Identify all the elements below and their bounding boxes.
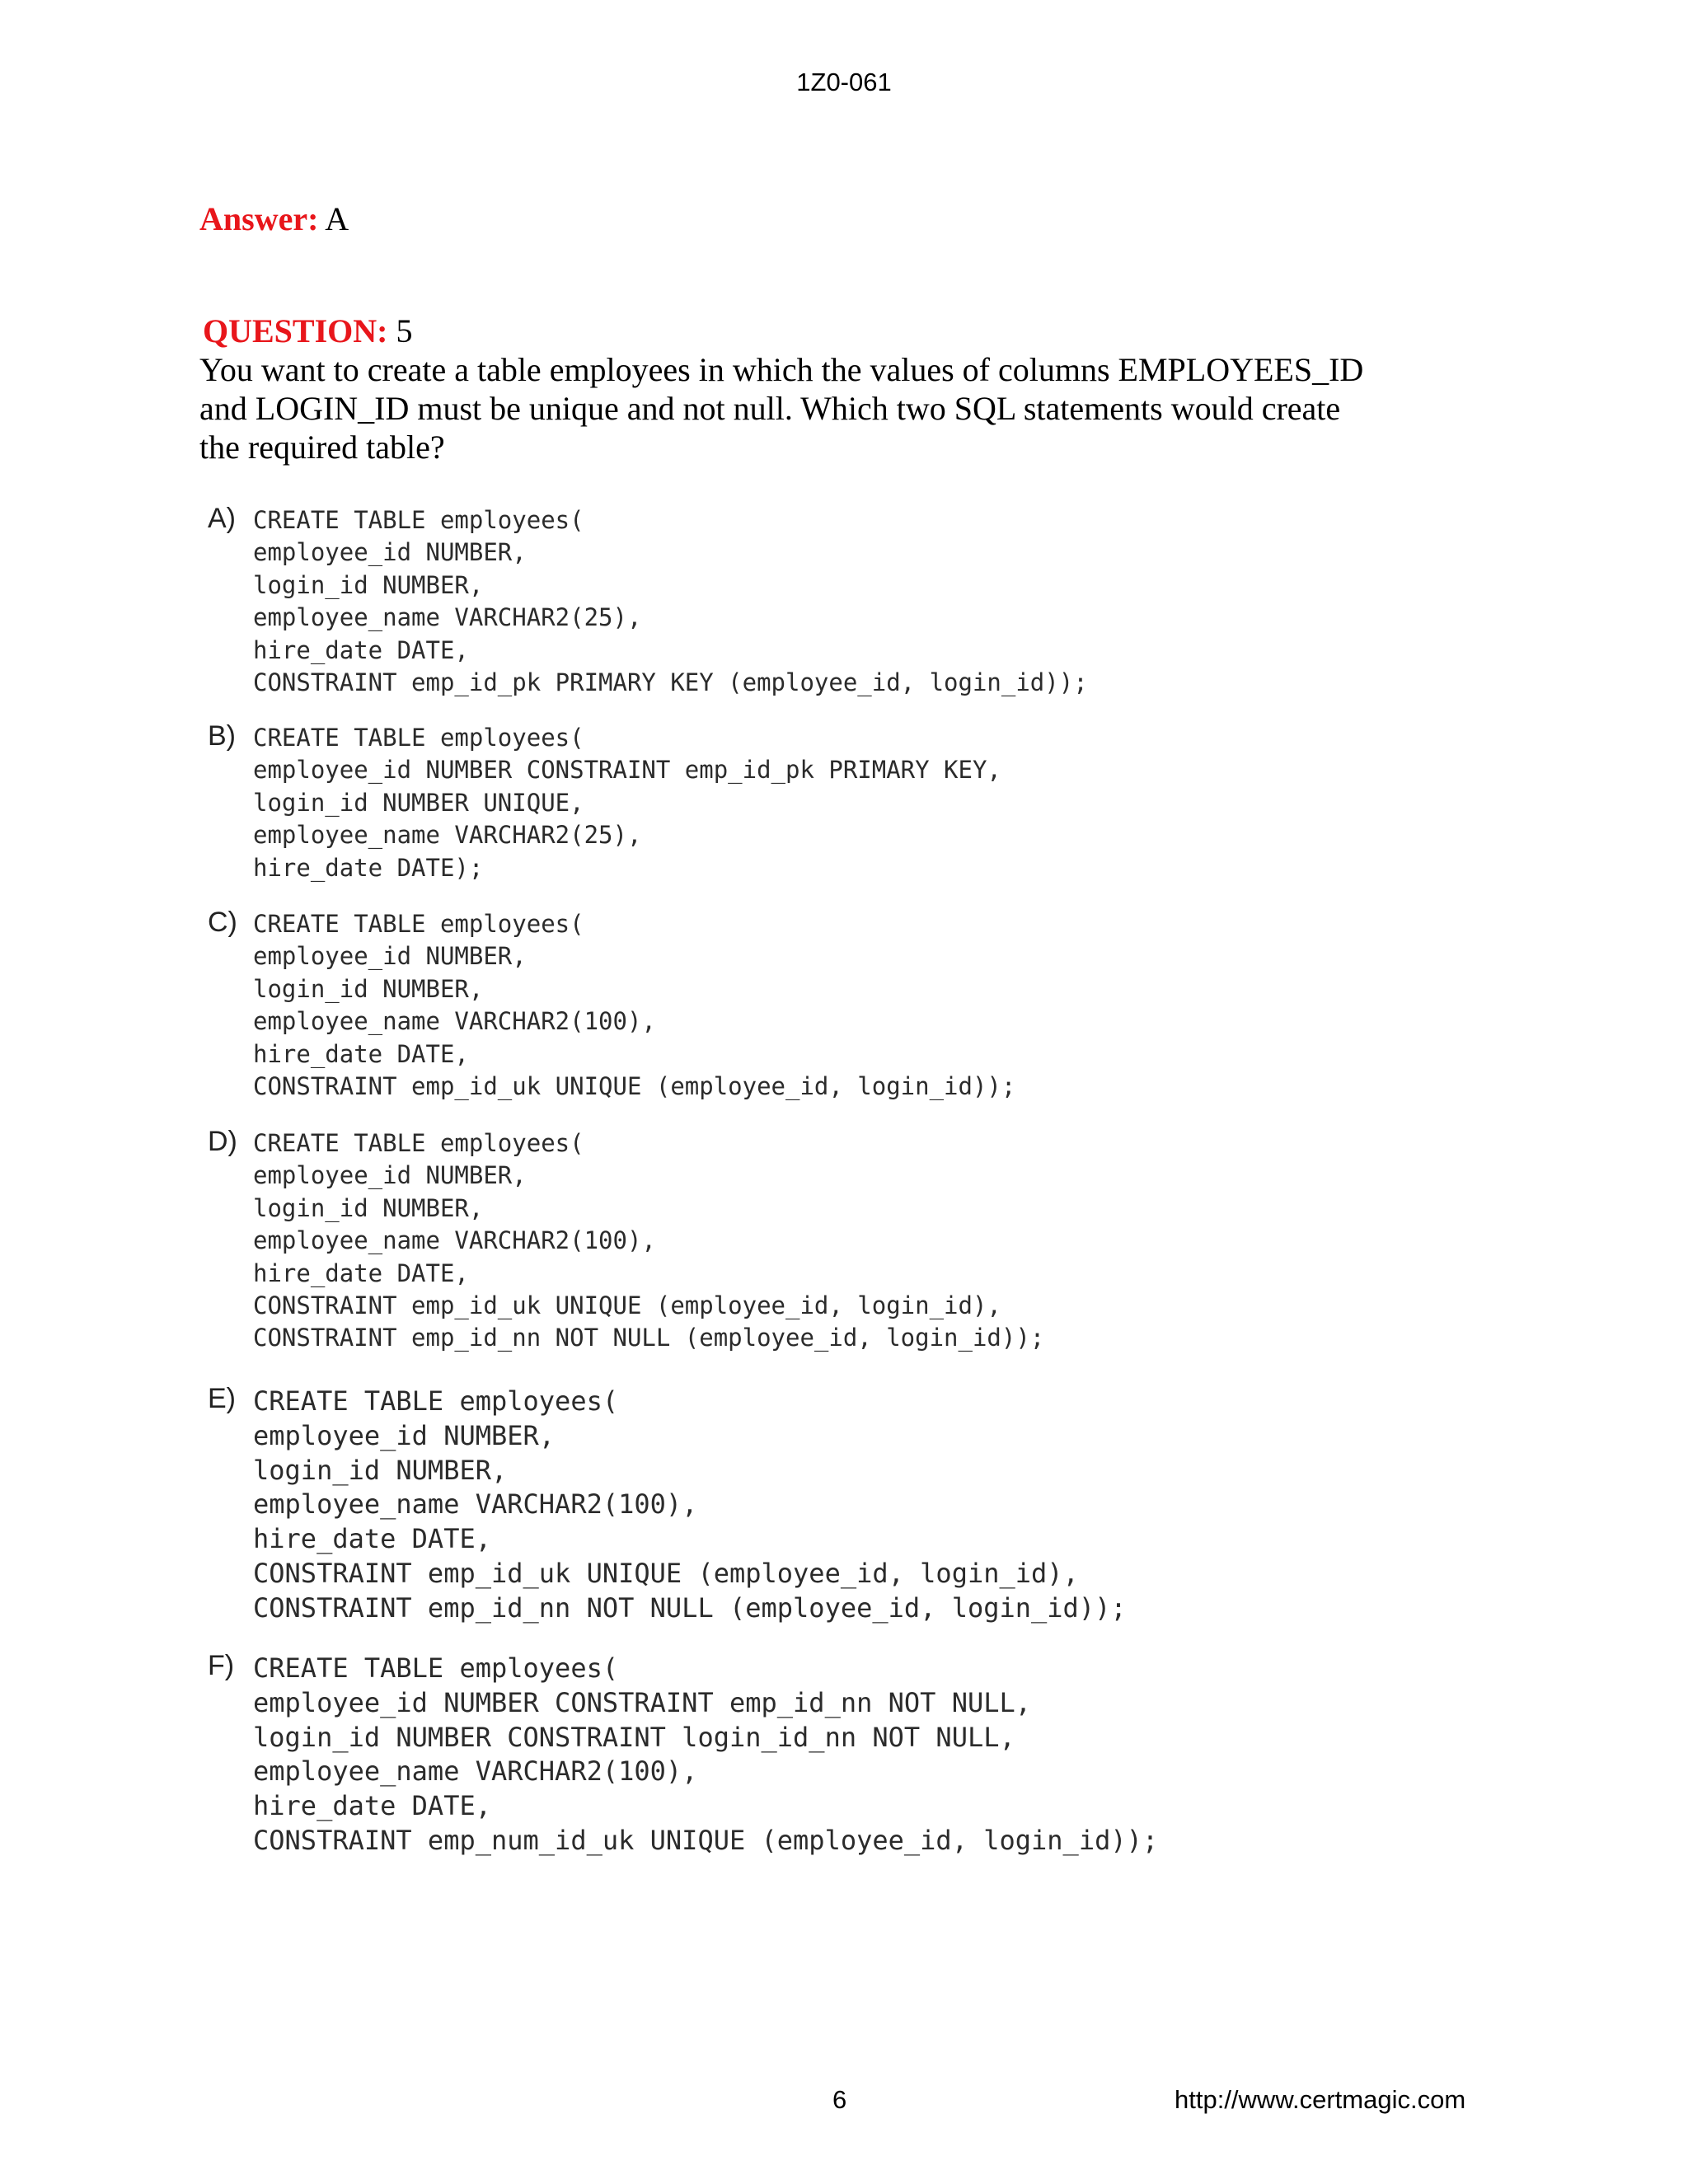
code-line: CREATE TABLE employees( — [253, 910, 584, 938]
option-code-block — [253, 504, 1088, 699]
code-line: CREATE TABLE employees( — [253, 1129, 584, 1157]
question-line: You want to create a table employees in which the values of columns EMPLOYEES_ID — [199, 351, 1364, 388]
option-letter: C) — [208, 907, 237, 938]
answer-label: Answer: — [199, 200, 319, 237]
code-line: login_id NUMBER, — [253, 1193, 484, 1222]
answer-line — [199, 199, 349, 238]
option-letter: B) — [208, 720, 236, 752]
code-line: employee_name VARCHAR2(100), — [253, 1488, 698, 1521]
question-heading — [203, 312, 413, 350]
option-code-block — [253, 1652, 1158, 1858]
code-line: hire_date DATE, — [253, 635, 469, 664]
option-letter: E) — [208, 1383, 236, 1414]
page-header-title: 1Z0-061 — [796, 68, 892, 96]
code-line: hire_date DATE, — [253, 1523, 491, 1555]
code-line: CONSTRAINT emp_id_nn NOT NULL (employee_id, login_id)); — [253, 1591, 1127, 1624]
code-line: hire_date DATE, — [253, 1790, 491, 1822]
code-line: CREATE TABLE employees( — [253, 1385, 619, 1417]
code-line: CREATE TABLE employees( — [253, 724, 584, 752]
code-line: CONSTRAINT emp_num_id_uk UNIQUE (employee_id, login_id)); — [253, 1824, 1159, 1856]
code-line: employee_id NUMBER, — [253, 1161, 527, 1190]
footer-url-link[interactable]: http://www.certmagic.com — [1175, 2085, 1466, 2114]
option-letter: A) — [208, 503, 236, 534]
code-line: employee_name VARCHAR2(100), — [253, 1007, 656, 1036]
code-line: employee_name VARCHAR2(100), — [253, 1226, 656, 1255]
question-number: 5 — [396, 312, 413, 349]
code-line: login_id NUMBER UNIQUE, — [253, 788, 584, 817]
answer-value: A — [325, 200, 349, 237]
option-code-block — [253, 1385, 1127, 1626]
code-line: CREATE TABLE employees( — [253, 506, 584, 534]
code-line: CONSTRAINT emp_id_uk UNIQUE (employee_id, login_id), — [253, 1557, 1079, 1589]
code-line: CONSTRAINT emp_id_uk UNIQUE (employee_id, login_id)); — [253, 1072, 1016, 1101]
code-line: login_id NUMBER, — [253, 1454, 508, 1486]
code-line: employee_id NUMBER, — [253, 942, 527, 971]
code-line: CREATE TABLE employees( — [253, 1652, 619, 1684]
code-line: hire_date DATE, — [253, 1258, 469, 1287]
question-label: QUESTION: — [203, 312, 388, 349]
code-line: login_id NUMBER CONSTRAINT login_id_nn NOT NULL, — [253, 1721, 1015, 1753]
code-line: employee_name VARCHAR2(25), — [253, 821, 642, 850]
code-line: login_id NUMBER, — [253, 570, 484, 599]
code-line: hire_date DATE); — [253, 853, 484, 882]
option-code-block — [253, 1127, 1044, 1355]
code-line: employee_id NUMBER, — [253, 1419, 556, 1451]
code-line: login_id NUMBER, — [253, 974, 484, 1003]
question-text — [199, 350, 1419, 466]
question-line: and LOGIN_ID must be unique and not null. Which two SQL statements would create — [199, 390, 1341, 427]
code-line: employee_id NUMBER CONSTRAINT emp_id_pk PRIMARY KEY, — [253, 756, 1001, 785]
code-line: employee_name VARCHAR2(25), — [253, 603, 642, 632]
code-line: CONSTRAINT emp_id_pk PRIMARY KEY (employee_id, login_id)); — [253, 668, 1088, 697]
code-line: hire_date DATE, — [253, 1039, 469, 1068]
option-code-block — [253, 722, 1001, 884]
code-line: employee_id NUMBER, — [253, 538, 527, 567]
code-line: CONSTRAINT emp_id_uk UNIQUE (employee_id, login_id), — [253, 1291, 1001, 1320]
question-line: the required table? — [199, 429, 445, 466]
option-code-block — [253, 908, 1015, 1103]
option-letter: D) — [208, 1126, 237, 1157]
code-line: employee_name VARCHAR2(100), — [253, 1755, 698, 1788]
code-line: CONSTRAINT emp_id_nn NOT NULL (employee_id, login_id)); — [253, 1324, 1045, 1352]
option-letter: F) — [208, 1650, 235, 1681]
code-line: employee_id NUMBER CONSTRAINT emp_id_nn NOT NULL, — [253, 1686, 1032, 1718]
page-number: 6 — [832, 2085, 847, 2114]
